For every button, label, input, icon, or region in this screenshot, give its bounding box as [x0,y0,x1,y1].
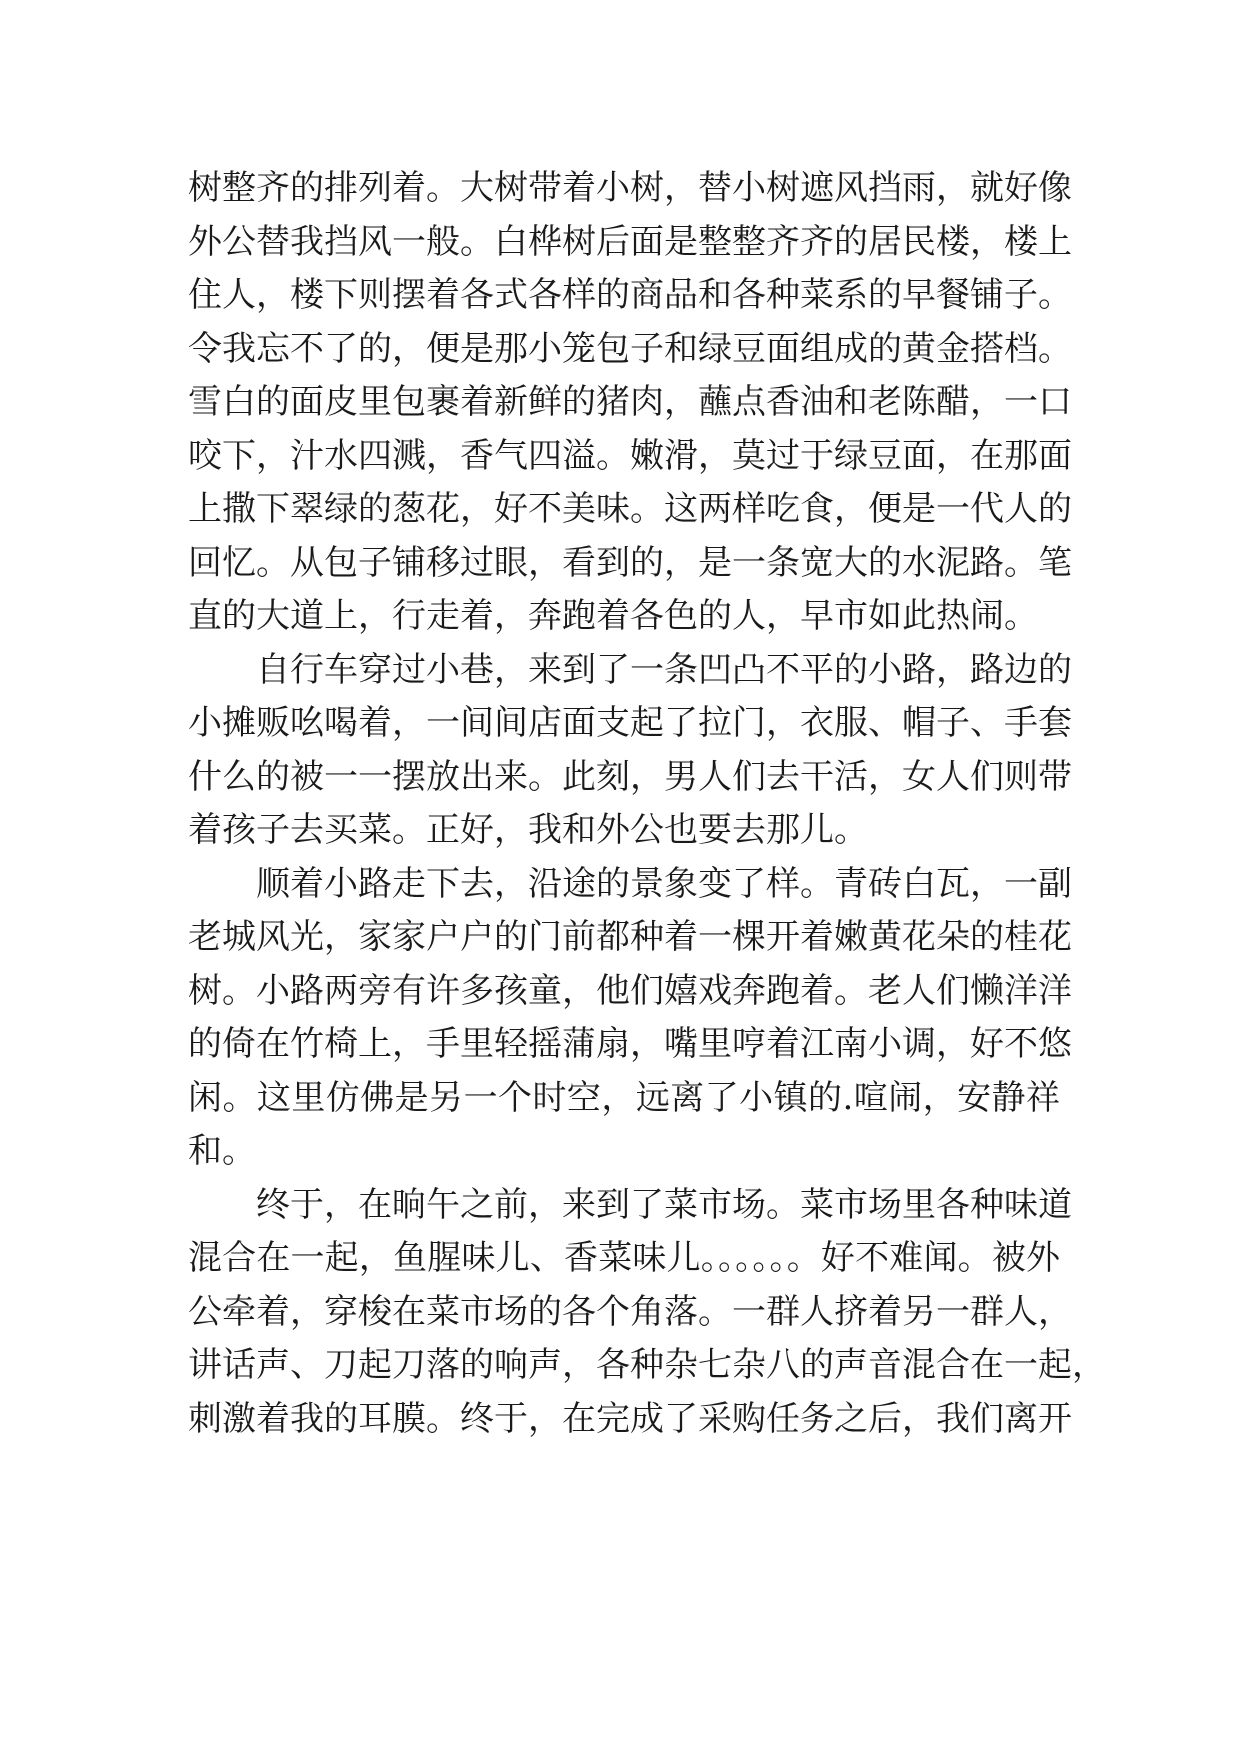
text-line: 着孩子去买菜。正好，我和外公也要去那儿。 [188,810,868,850]
text-line: 咬下，汁水四溅，香气四溢。嫩滑，莫过于绿豆面，在那面 [188,435,1072,476]
text-line: 令我忘不了的，便是那小笼包子和绿豆面组成的黄金搭档。 [188,328,1072,369]
text-line: 闲。这里仿佛是另一个时空，远离了小镇的.喧闹，安静祥 [188,1077,1060,1118]
text-line: 住人，楼下则摆着各式各样的商品和各种菜系的早餐铺子。 [188,275,1072,315]
text-line: 上撒下翠绿的葱花，好不美味。这两样吃食，便是一代人的 [188,489,1072,529]
text-line: 的倚在竹椅上，手里轻摇蒲扇，嘴里哼着江南小调，好不悠 [188,1024,1072,1064]
body-text [188,162,1106,1446]
paragraph-first-line: 终于，在晌午之前，来到了菜市场。菜市场里各种味道 [256,1184,1072,1225]
text-line: 雪白的面皮里包裹着新鲜的猪肉，蘸点香油和老陈醋，一口 [188,382,1072,422]
text-line: 回忆。从包子铺移过眼，看到的，是一条宽大的水泥路。笔 [188,542,1072,583]
paragraph-first-line: 顺着小路走下去，沿途的景象变了样。青砖白瓦，一副 [256,863,1072,904]
text-line: 混合在一起，鱼腥味儿、香菜味儿。。。。。。好不难闻。被外 [188,1238,1060,1278]
text-line: 公牵着，穿梭在菜市场的各个角落。一群人挤着另一群人， [188,1291,1072,1332]
text-line: 外公替我挡风一般。白桦树后面是整整齐齐的居民楼，楼上 [188,221,1072,262]
text-line: 直的大道上，行走着，奔跑着各色的人，早市如此热闹。 [188,596,1038,636]
text-line: 和。 [188,1131,256,1171]
paragraph-first-line: 自行车穿过小巷，来到了一条凹凸不平的小路，路边的 [256,649,1072,690]
text-line: 树。小路两旁有许多孩童，他们嬉戏奔跑着。老人们懒洋洋 [188,970,1072,1011]
text-line: 什么的被一一摆放出来。此刻，男人们去干活，女人们则带 [188,756,1072,797]
text-line: 讲话声、刀起刀落的响声，各种杂七杂八的声音混合在一起， [188,1345,1106,1385]
text-line: 小摊贩吆喝着，一间间店面支起了拉门，衣服、帽子、手套 [188,703,1072,743]
text-line: 老城风光，家家户户的门前都种着一棵开着嫩黄花朵的桂花 [188,917,1072,957]
text-line: 刺激着我的耳膜。终于，在完成了采购任务之后，我们离开 [188,1398,1072,1439]
text-line: 树整齐的排列着。大树带着小树，替小树遮风挡雨，就好像 [188,168,1072,208]
